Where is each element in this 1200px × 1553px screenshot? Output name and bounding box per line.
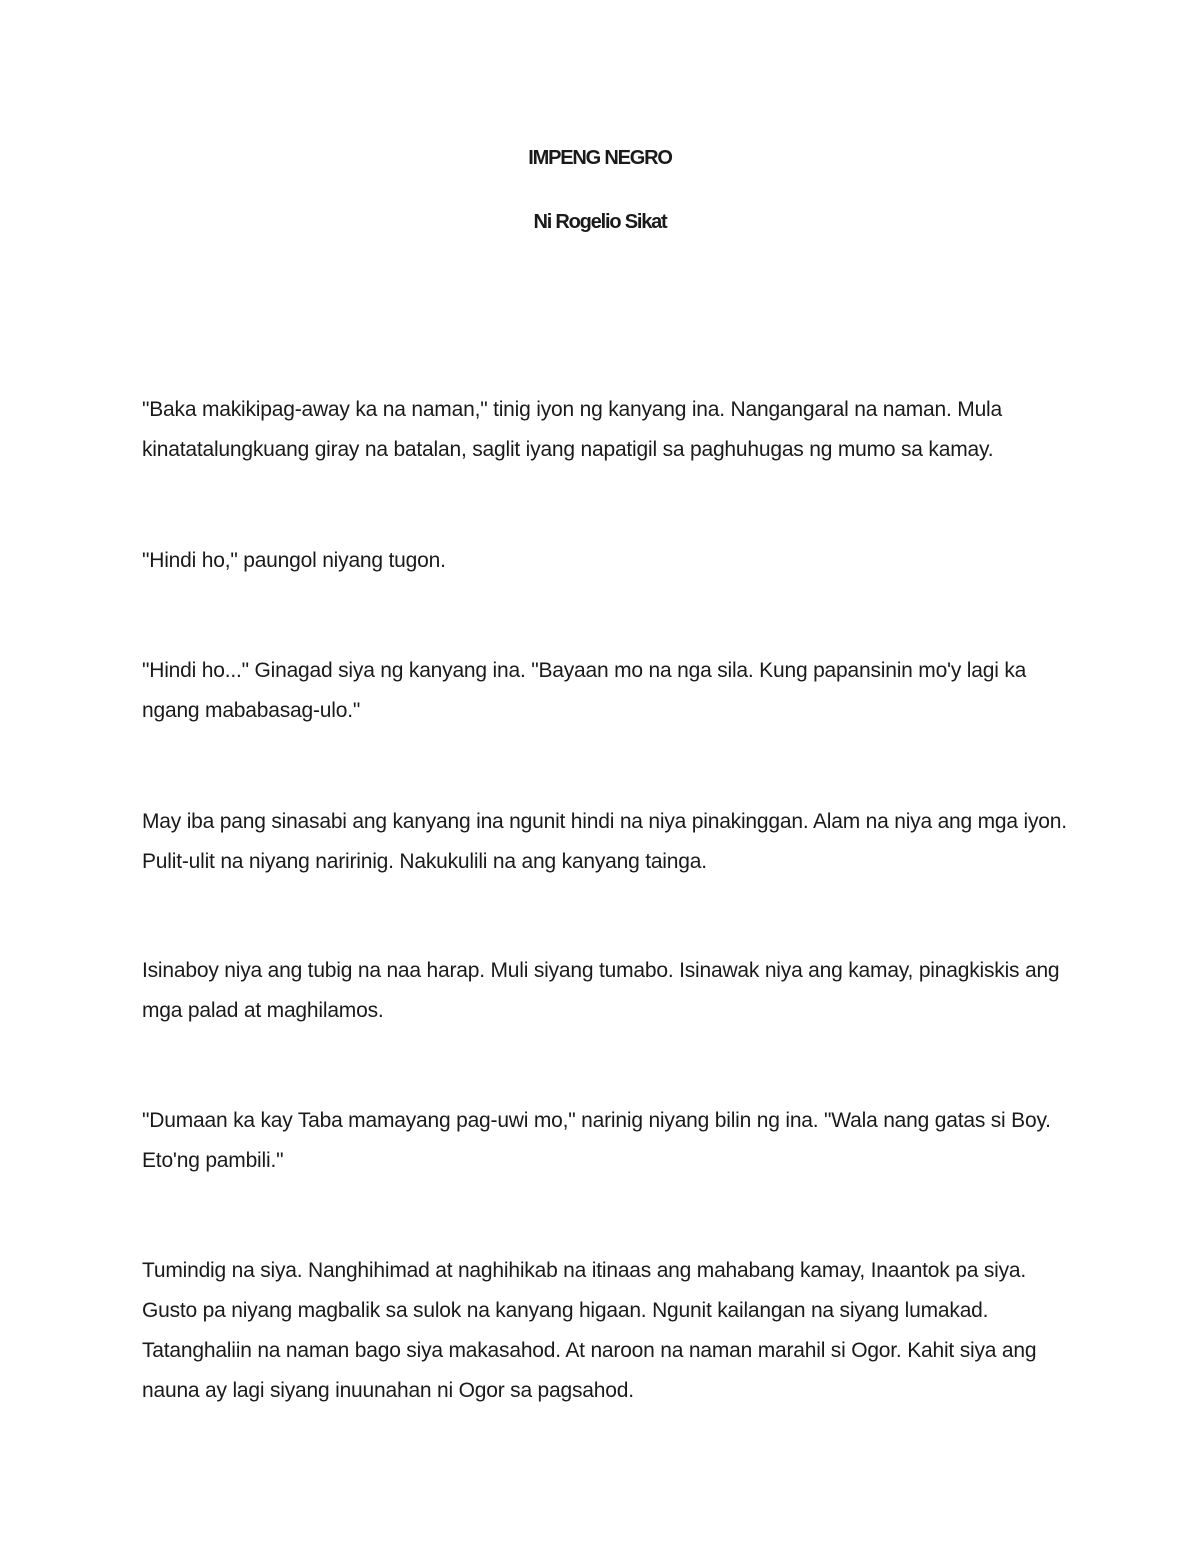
paragraph: Isinaboy niya ang tubig na naa harap. Muli siyang tumabo. Isinawak niya ang kamay, pinagkiskis ang mga palad at maghilamos. xyxy=(142,959,1060,1022)
document-title: IMPENG NEGRO xyxy=(528,147,672,169)
paragraph: May iba pang sinasabi ang kanyang ina ngunit hindi na niya pinakinggan. Alam na niya ang mga iyon. Pulit-ulit na niyang naririnig. Nakukulili na ang kanyang tainga. xyxy=(142,810,1067,873)
paragraph: "Hindi ho," paungol niyang tugon. xyxy=(142,549,446,572)
paragraph: "Baka makikipag-away ka na naman," tinig iyon ng kanyang ina. Nangangaral na naman. Mula kinatatalungkuang giray na batalan, saglit iyang napatigil sa paghuhugas ng mumo sa kamay. xyxy=(142,398,1003,461)
paragraph: Tumindig na siya. Nanghihimad at naghihikab na itinaas ang mahabang kamay, Inaantok pa siya. Gusto pa niyang magbalik sa sulok na kanyang higaan. Ngunit kailangan na siyang lumakad. Tatanghaliin na naman bago siya makasahod. At naroon na naman marahil si Ogor. Kahit siya ang nauna ay lagi siyang inuunahan ni Ogor sa pagsahod. xyxy=(142,1259,1037,1402)
author-line: Ni Rogelio Sikat xyxy=(533,211,667,233)
paragraph: "Dumaan ka kay Taba mamayang pag-uwi mo," narinig niyang bilin ng ina. "Wala nang gatas si Boy. Eto'ng pambili." xyxy=(142,1109,1051,1172)
paragraph: "Hindi ho..." Ginagad siya ng kanyang ina. "Bayaan mo na nga sila. Kung papansinin mo'y lagi ka ngang mababasag-ulo." xyxy=(142,659,1027,722)
